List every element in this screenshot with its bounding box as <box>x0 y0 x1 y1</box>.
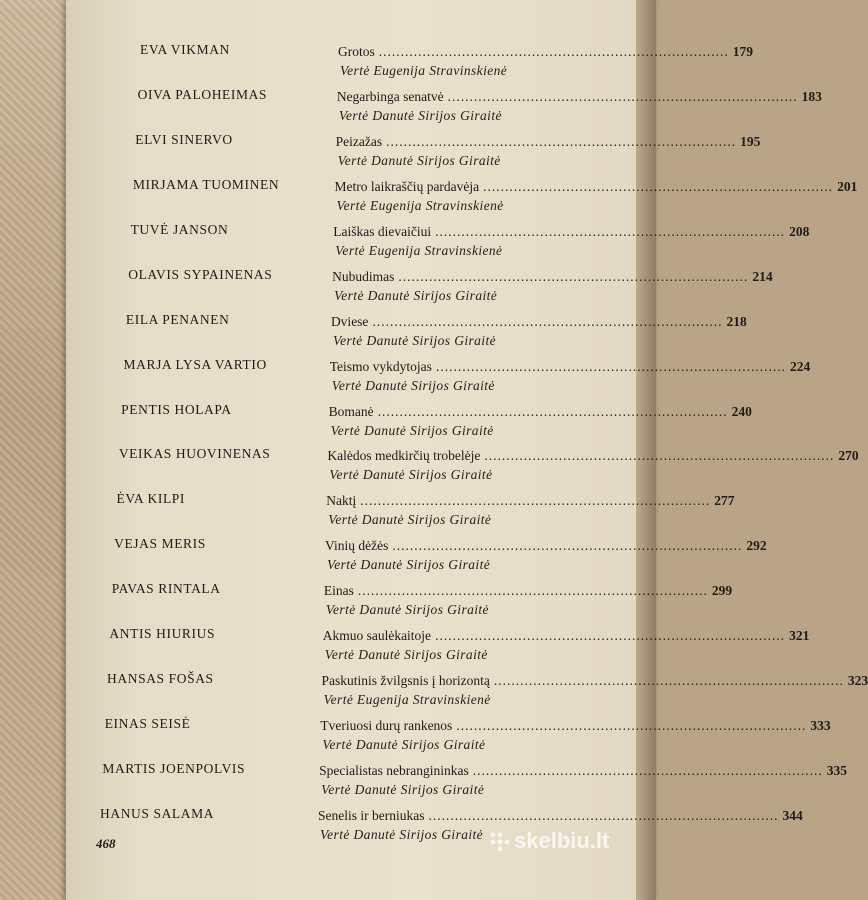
entry-title-line <box>320 718 831 734</box>
dot-leader: ................................................................................ <box>386 133 737 149</box>
entry-author: EINAS SEISĖ <box>104 716 191 732</box>
dot-leader: ................................................................................ <box>435 358 786 374</box>
dot-leader: ................................................................................ <box>378 44 729 59</box>
entry-page-number: 183 <box>801 88 822 104</box>
entry-translator: Vertė Danutė Sirijos Giraitė <box>325 602 489 618</box>
entry-author: EVA VIKMAN <box>140 42 230 57</box>
dot-leader: ................................................................................ <box>357 583 708 599</box>
entry-author: ANTIS HIURIUS <box>109 626 216 642</box>
entry-page-number: 195 <box>740 133 761 149</box>
dot-leader: ................................................................................ <box>447 88 798 104</box>
entry-title-line <box>323 583 733 599</box>
entry-page-number: 179 <box>732 44 753 59</box>
entry-page-number: 218 <box>726 313 747 329</box>
entry-author: HANSAS FOŠAS <box>107 671 214 687</box>
dot-leader: ................................................................................ <box>435 223 786 239</box>
entry-title: Negarbinga senatvė <box>336 88 444 104</box>
entry-title: Akmuo saulėkaitoje <box>322 628 432 644</box>
entry-title: Grotos <box>338 44 375 59</box>
entry-title-line <box>325 538 767 554</box>
entry-page-number: 240 <box>731 403 752 419</box>
entry-page-number: 277 <box>714 493 735 509</box>
entry-page-number: 270 <box>838 448 859 464</box>
entry-title-line <box>318 808 803 824</box>
entry-page-number: 214 <box>752 268 773 284</box>
entry-title: Naktį <box>326 493 357 509</box>
entry-title: Teismo vykdytojas <box>329 358 432 374</box>
entry-translator: Vertė Danutė Sirijos Giraitė <box>321 782 485 798</box>
entry-translator: Vertė Danutė Sirijos Giraitė <box>322 737 486 753</box>
watermark: skelbiu.lt <box>514 828 610 853</box>
entry-title-line <box>333 223 810 240</box>
dot-leader: ................................................................................ <box>392 538 743 554</box>
page-number: 468 <box>96 836 116 851</box>
entry-title-line <box>322 628 810 644</box>
dot-leader: ................................................................................ <box>456 718 807 734</box>
entry-title: Peizažas <box>335 133 383 149</box>
entry-translator: Vertė Danutė Sirijos Giraitė <box>330 422 494 438</box>
entry-title-line <box>319 763 848 779</box>
entry-author: MIRJAMA TUOMINEN <box>132 176 280 192</box>
entry-title: Senelis ir berniukas <box>318 808 425 823</box>
entry-translator: Vertė Danutė Sirijos Giraitė <box>338 107 502 123</box>
entry-title: Laiškas dievaičiui <box>333 223 432 239</box>
entry-author: EILA PENANEN <box>125 311 230 327</box>
entry-page-number: 224 <box>789 358 811 374</box>
entry-title-line <box>332 268 773 285</box>
entry-title: Tveriuosi durų rankenos <box>320 718 453 734</box>
entry-translator: Vertė Eugenija Stravinskienė <box>323 692 491 708</box>
entry-title-line <box>338 44 753 60</box>
entry-title: Metro laikraščių pardavėja <box>334 178 480 194</box>
entry-author: MARTIS JOENPOLVIS <box>102 761 246 777</box>
entry-page-number: 299 <box>711 583 733 599</box>
dot-leader: ................................................................................ <box>435 628 786 644</box>
watermark-dots-icon <box>488 830 510 852</box>
dot-leader: ................................................................................ <box>484 448 835 464</box>
entry-title: Nubudimas <box>332 268 395 284</box>
entry-title: Specialistas nebrangininkas <box>319 763 469 779</box>
dot-leader: ................................................................................ <box>483 178 834 194</box>
entry-translator: Vertė Danutė Sirijos Giraitė <box>320 827 484 842</box>
entry-title-line <box>336 88 822 105</box>
entry-title-line <box>330 313 747 330</box>
entry-author: OLAVIS SYPAINENAS <box>128 266 273 282</box>
dot-leader: ................................................................................ <box>398 268 749 284</box>
entry-title: Bomanė <box>328 403 374 419</box>
entry-translator: Vertė Danutė Sirijos Giraitė <box>329 467 493 483</box>
entry-author: VEIKAS HUOVINENAS <box>118 446 271 462</box>
entry-page-number: 201 <box>837 178 858 194</box>
entry-translator: Vertė Danutė Sirijos Giraitė <box>334 287 498 303</box>
entry-title: Vinių dėžės <box>325 538 389 554</box>
entry-translator: Vertė Danutė Sirijos Giraitė <box>331 377 495 393</box>
entry-translator: Vertė Danutė Sirijos Giraitė <box>324 647 488 663</box>
entry-translator: Vertė Eugenija Stravinskienė <box>336 197 504 213</box>
entry-author: TUVĖ JANSON <box>130 221 229 237</box>
dot-leader: ................................................................................ <box>493 673 844 689</box>
entry-author: ĖVA KILPI <box>116 491 185 507</box>
entry-translator: Vertė Danutė Sirijos Giraitė <box>328 512 492 528</box>
entry-translator: Vertė Eugenija Stravinskienė <box>340 63 508 78</box>
entry-title-line <box>328 403 752 420</box>
entry-author: HANUS SALAMA <box>100 806 215 821</box>
entry-author: PAVAS RINTALA <box>111 581 221 597</box>
dot-leader: ................................................................................ <box>372 313 723 329</box>
dot-leader: ................................................................................ <box>428 808 779 823</box>
entry-page-number: 323 <box>847 673 868 689</box>
entry-title: Kalėdos medkirčių trobelėje <box>327 448 481 464</box>
dot-leader: ................................................................................ <box>377 403 728 419</box>
dot-leader: ................................................................................ <box>360 493 711 509</box>
entry-author: MARJA LYSA VARTIO <box>123 356 267 372</box>
entry-title-line <box>327 448 859 464</box>
entry-author: VEJAS MERIS <box>114 536 206 552</box>
entry-title: Paskutinis žvilgsnis į horizontą <box>321 673 490 689</box>
entry-title: Einas <box>323 583 354 599</box>
dot-leader: ................................................................................ <box>472 763 823 779</box>
entry-page-number: 292 <box>746 538 767 554</box>
entry-page-number: 208 <box>789 223 810 239</box>
entry-translator: Vertė Danutė Sirijos Giraitė <box>332 332 496 348</box>
entry-page-number: 333 <box>810 718 831 734</box>
entry-translator: Vertė Danutė Sirijos Giraitė <box>327 557 491 573</box>
entry-title-line <box>335 133 761 150</box>
entry-author: OIVA PALOHEIMAS <box>137 86 268 102</box>
entry-author: PENTIS HOLAPA <box>121 401 232 417</box>
entry-page-number: 344 <box>782 808 803 823</box>
entry-page-number: 321 <box>789 628 810 644</box>
entry-author: ELVI SINERVO <box>135 131 233 147</box>
entry-title: Dviese <box>330 313 369 329</box>
entry-title-line <box>329 358 811 375</box>
entry-title-line <box>334 178 858 195</box>
entry-page-number: 335 <box>826 763 848 779</box>
entry-title-line <box>321 673 868 689</box>
entry-translator: Vertė Danutė Sirijos Giraitė <box>337 152 501 168</box>
entry-title-line <box>326 493 735 509</box>
entry-translator: Vertė Eugenija Stravinskienė <box>335 242 503 258</box>
